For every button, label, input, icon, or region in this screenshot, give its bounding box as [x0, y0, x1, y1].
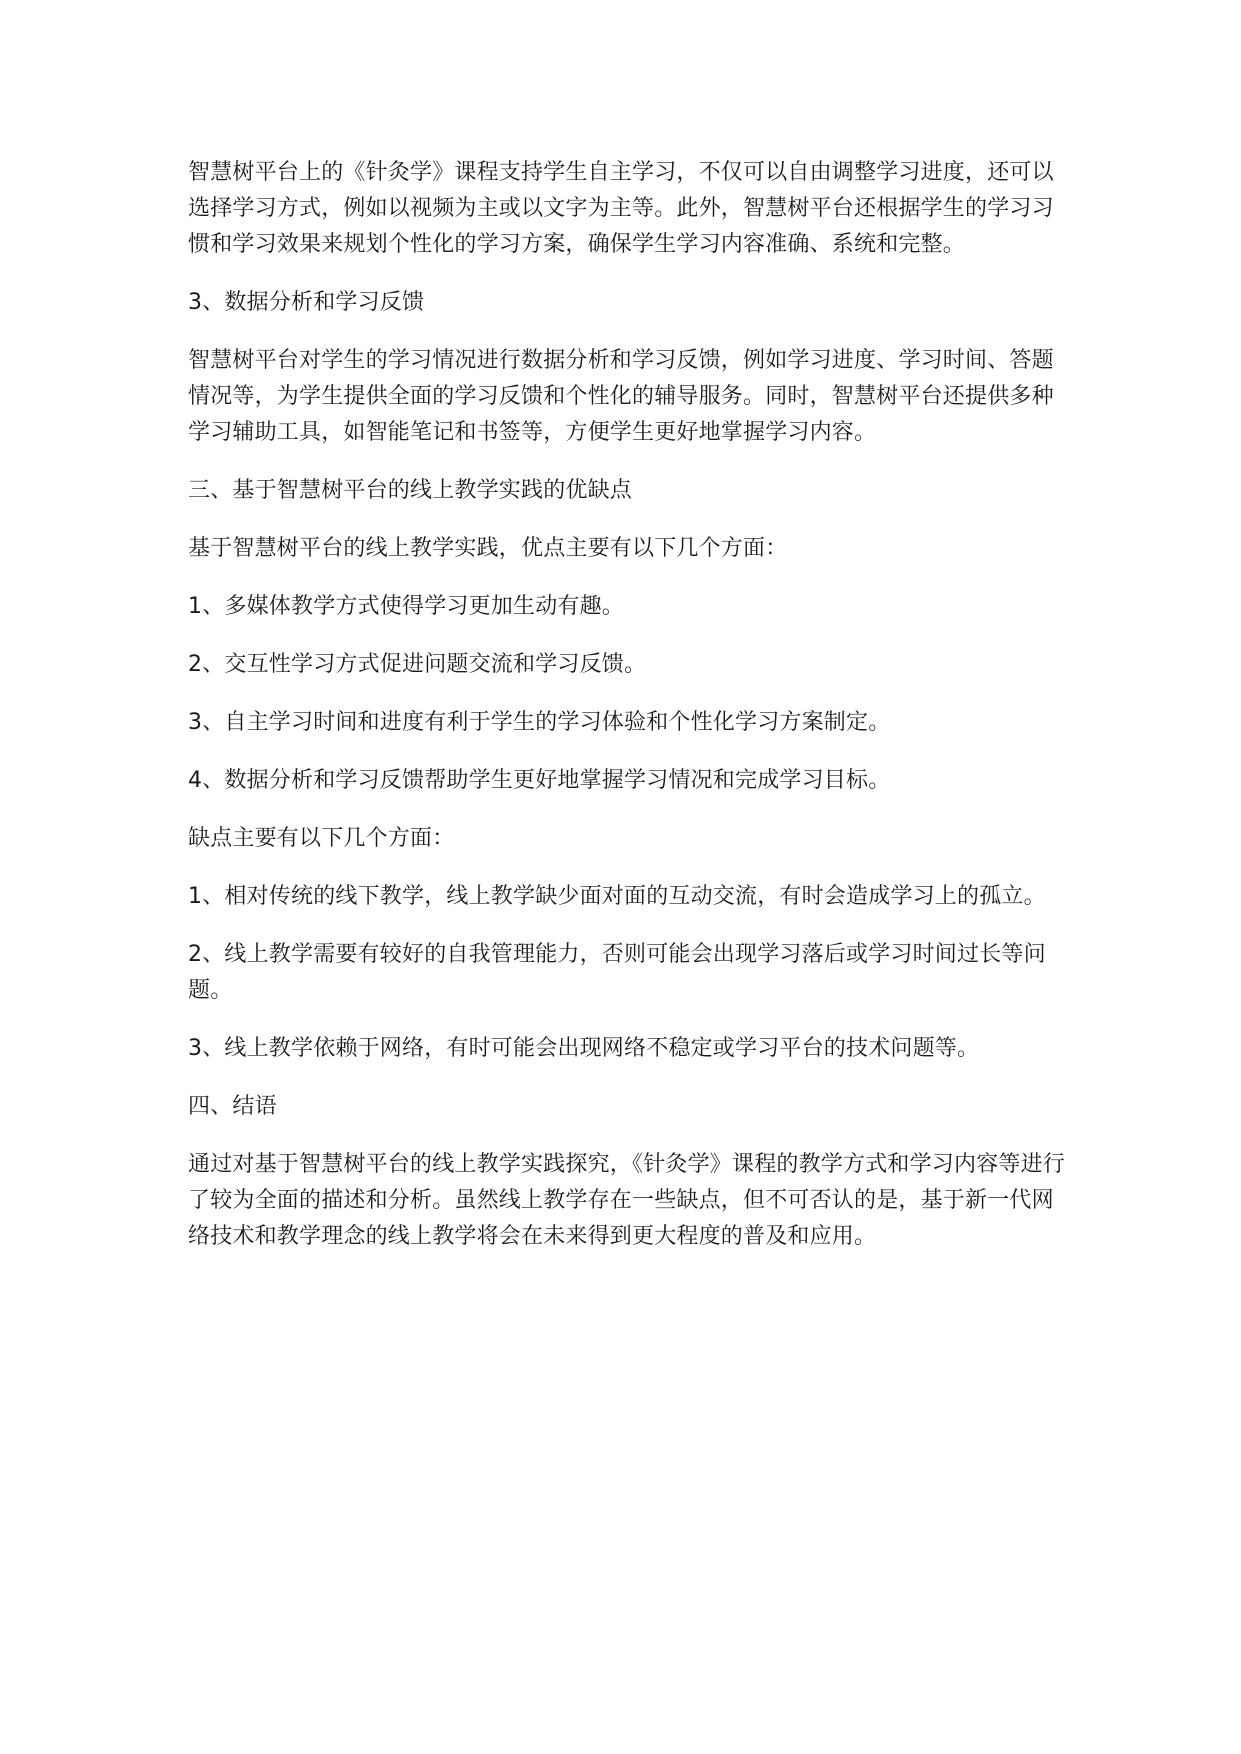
paragraph-pros-intro: 基于智慧树平台的线上教学实践，优点主要有以下几个方面：: [188, 536, 788, 561]
list-item-pro-3: 3、自主学习时间和进度有利于学生的学习体验和个性化学习方案制定。: [188, 710, 891, 735]
list-item-pro-2: 2、交互性学习方式促进问题交流和学习反馈。: [188, 652, 647, 677]
heading-conclusion: 四、结语: [188, 1094, 277, 1119]
paragraph-cons-intro: 缺点主要有以下几个方面：: [188, 826, 455, 851]
list-item-con-3: 3、线上教学依赖于网络，有时可能会出现网络不稳定或学习平台的技术问题等。: [188, 1036, 980, 1061]
list-item-con-2: 2、线上教学需要有较好的自我管理能力，否则可能会出现学习落后或学习时间过长等问题。: [188, 942, 1046, 1003]
list-item-pro-1: 1、多媒体教学方式使得学习更加生动有趣。: [188, 594, 624, 619]
list-item-pro-4: 4、数据分析和学习反馈帮助学生更好地掌握学习情况和完成学习目标。: [188, 768, 891, 793]
heading-pros-cons: 三、基于智慧树平台的线上教学实践的优缺点: [188, 478, 633, 503]
paragraph-conclusion: 通过对基于智慧树平台的线上教学实践探究，《针灸学》课程的教学方式和学习内容等进行了较为全面的描述和分析。虽然线上教学存在一些缺点，但不可否认的是，基于新一代网络技术和教学理念的线上教学将会在未来得到更大程度的普及和应用。: [188, 1152, 1066, 1249]
paragraph-self-study: 智慧树平台上的《针灸学》课程支持学生自主学习，不仅可以自由调整学习进度，还可以选择学习方式，例如以视频为主或以文字为主等。此外，智慧树平台还根据学生的学习习惯和学习效果来规划个性化的学习方案，确保学生学习内容准确、系统和完整。: [188, 160, 1054, 257]
document-page: [188, 155, 1068, 1277]
paragraph-data-analysis: 智慧树平台对学生的学习情况进行数据分析和学习反馈，例如学习进度、学习时间、答题情况等，为学生提供全面的学习反馈和个性化的辅导服务。同时，智慧树平台还提供多种学习辅助工具，如智能笔记和书签等，方便学生更好地掌握学习内容。: [188, 348, 1054, 445]
heading-data-analysis: 3、数据分析和学习反馈: [188, 290, 425, 315]
list-item-con-1: 1、相对传统的线下教学，线上教学缺少面对面的互动交流，有时会造成学习上的孤立。: [188, 884, 1046, 909]
